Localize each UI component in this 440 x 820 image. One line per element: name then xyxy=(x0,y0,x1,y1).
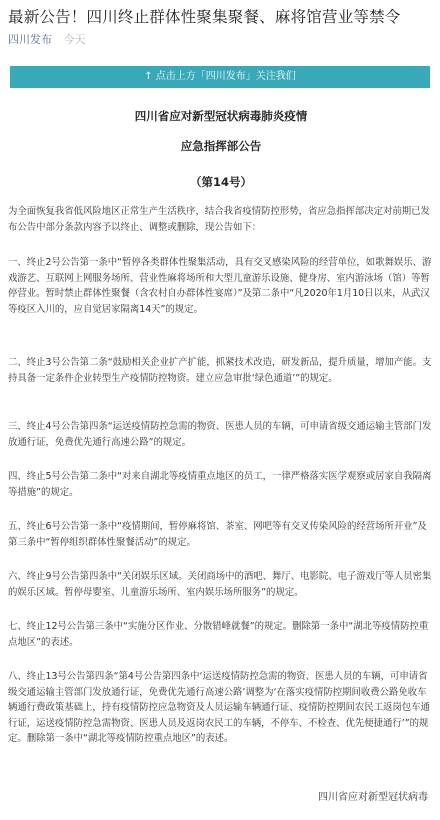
notice-heading: 四川省应对新型冠状病毒肺炎疫情 xyxy=(134,109,308,123)
paragraph-7: 七、终止12号公告第三条中“实施分区作业、分散错峰就餐”的规定。删除第一条中“湖北等疫情防控重点地区”的表述。 xyxy=(8,621,429,648)
follow-banner[interactable]: ↑ 点击上方「四川发布」关注我们 xyxy=(10,66,430,88)
paragraph-4: 四、终止5号公告第二条中“对来自湖北等疫情重点地区的员工，一律严格落实医学观察或居家自我隔离等措施”的规定。 xyxy=(8,471,432,498)
paragraph-8: 八、终止13号公告第四条“第4号公告第四条中‘运送疫情防控急需的物资、医患人员的车辆，可申请省级交通运输主管部门发放通行证，免费优先通行高速公路’调整为‘在落实疫情防控期间收费公路免收车辆通行费政策基础上，持有疫情防控应急物资及人员运输车辆通行证、疫情防控期间农民工返岗包车通行证，运送疫情防控急需物资、医患人员及返岗农民工的车辆，不停车、不检查、优先便捷通行’”的规定。删除第一条中“湖北等疫情防控重点地区”的表述。 xyxy=(8,671,430,745)
notice-number: （第14号） xyxy=(189,175,252,189)
paragraph-2: 二、终止3号公告第二条“鼓励相关企业扩产扩能，抓紧技术改造，研发新品，提升质量，增加产能。支持具备一定条件企业转型生产疫情防控物资。建立应急审批‘绿色通道’”的规定。 xyxy=(8,357,432,384)
paragraph-intro: 为全面恢复我省低风险地区正常生产生活秩序，结合我省疫情防控形势，省应急指挥部决定对前期已发布公告中部分条款内容予以终止、调整或删除，现公告如下： xyxy=(8,206,430,233)
notice-subheading: 应急指挥部公告 xyxy=(180,139,262,153)
article-source-link[interactable]: 四川发布 xyxy=(8,33,52,46)
paragraph-1: 一、终止2号公告第一条中“暂停各类群体性聚集活动，具有交叉感染风险的经营单位，如歌舞娱乐、游戏游艺、互联网上网服务场所、营业性麻将场所和大型儿童游乐设施、健身房、室内游泳场（馆）等暂停营业。暂时禁止群体性聚餐（含农村自办群体性宴席）”及第二条中“凡2020年1月10日以来，从武汉等疫区入川的，应自觉居家隔离14天”的规定。 xyxy=(8,257,432,315)
paragraph-5: 五、终止6号公告第一条中“疫情期间，暂停麻将馆、茶室、网吧等有交叉传染风险的经营场所开业”及第三条中“暂停组织群体性聚餐活动”的规定。 xyxy=(8,521,427,548)
article-meta xyxy=(8,33,86,47)
notice-signature: 四川省应对新型冠状病毒 xyxy=(318,792,428,803)
article-date: 今天 xyxy=(63,33,86,46)
article-title: 最新公告！四川终止群体性聚集聚餐、麻将馆营业等禁令 xyxy=(8,8,401,26)
paragraph-3: 三、终止4号公告第四条“运送疫情防控急需的物资、医患人员的车辆，可申请省级交通运输主管部门发放通行证，免费优先通行高速公路”的规定。 xyxy=(8,421,432,448)
paragraph-6: 六、终止9号公告第四条中“关闭娱乐区域。关闭商场中的酒吧、舞厅、电影院、电子游戏厅等人员密集的娱乐区域。暂停母婴室、儿童游乐场所、室内娱乐场所服务”的规定。 xyxy=(8,571,432,598)
